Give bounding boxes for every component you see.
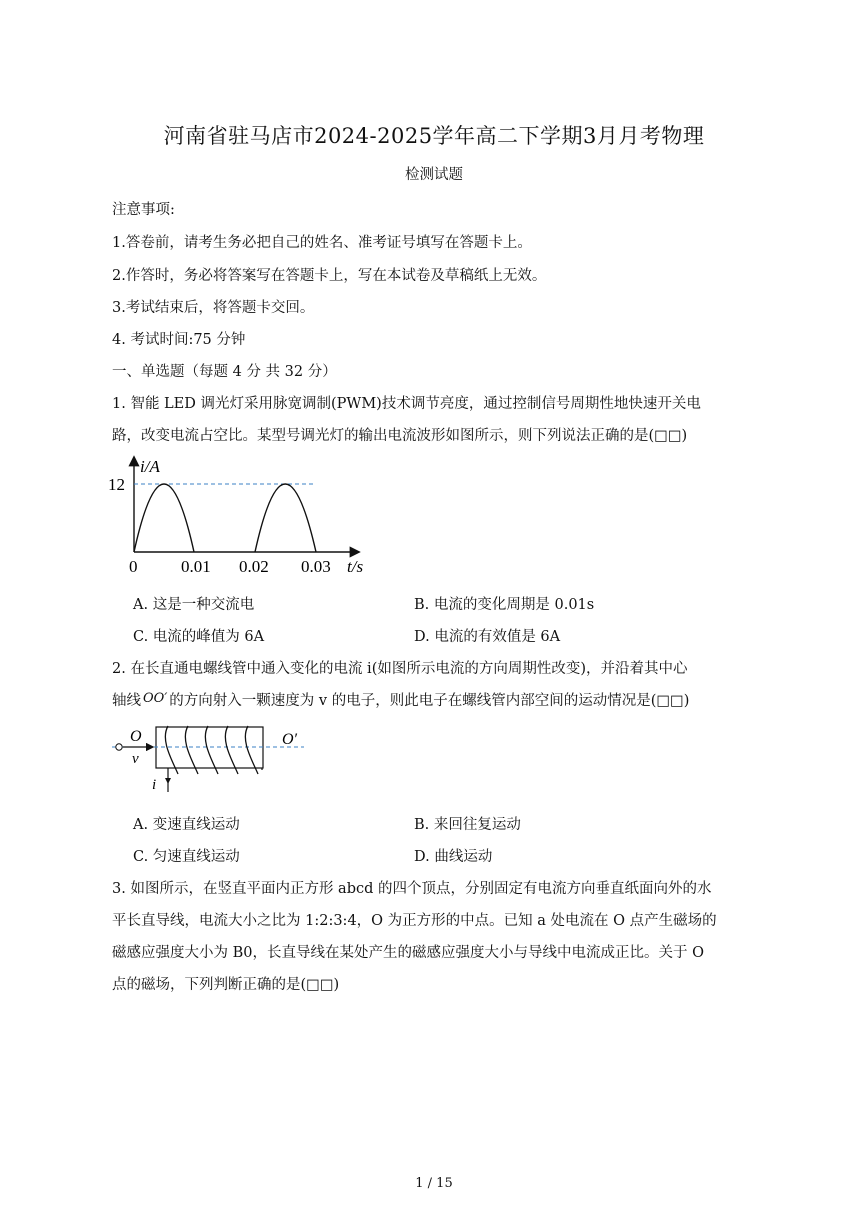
x-tick-label: 0 [129,557,138,576]
label-v: v [132,751,139,767]
electron-dot [116,744,122,750]
q2-option-d: D. 曲线运动 [414,849,493,865]
q1-option-c: C. 电流的峰值为 6A [133,629,265,645]
q2-option-c: C. 匀速直线运动 [133,849,240,865]
q3-stem-line: 点的磁场，下列判断正确的是(□□) [112,977,340,993]
notice-item: 1.答卷前，请考生务必把自己的姓名、准考证号填写在答题卡上。 [112,235,532,251]
axis-symbol-oo-prime: OO′ [143,691,168,706]
notice-heading: 注意事项: [112,202,175,218]
q1-option-a: A. 这是一种交流电 [133,597,255,613]
label-o: O [130,728,142,745]
page-title: 河南省驻马店市2024-2025学年高二下学期3月月考物理 [163,124,705,148]
q3-stem-line: 磁感应强度大小为 B0，长直导线在某处产生的磁感应强度大小与导线中电流成正比。关于 O [112,945,704,961]
notice-item: 2.作答时，务必将答案写在答题卡上，写在本试卷及草稿纸上无效。 [112,268,547,284]
x-tick-label: 0.02 [239,557,269,576]
q1-option-b: B. 电流的变化周期是 0.01s [414,597,595,613]
y-peak-label: 12 [108,475,125,494]
coil-turn [245,726,258,774]
q1-waveform-figure [100,452,380,582]
label-i: i [152,777,157,793]
q1-stem-line: 1. 智能 LED 调光灯采用脉宽调制(PWM)技术调节亮度，通过控制信号周期性地快速开关电 [112,396,701,412]
q2-stem-suffix: 的方向射入一颗速度为 v 的电子，则此电子在螺线管内部空间的运动情况是(□□) [169,693,690,709]
waveform-half-cycle-1 [134,484,194,552]
page-number: 1 / 15 [415,1176,453,1191]
y-axis-label: i/A [140,457,160,476]
q2-option-b: B. 来回往复运动 [414,817,521,833]
q3-stem-line: 3. 如图所示，在竖直平面内正方形 abcd 的四个顶点，分别固定有电流方向垂直纸面向外的水 [112,881,712,897]
section-heading: 一、单选题（每题 4 分 共 32 分） [112,364,337,380]
label-o-prime: O′ [282,731,298,748]
notice-item: 4. 考试时间:75 分钟 [112,332,246,348]
current-direction-arrow [165,778,171,784]
coil-turn [185,726,198,774]
x-tick-label: 0.03 [301,557,331,576]
q3-stem-line: 平长直导线，电流大小之比为 1:2:3:4，O 为正方形的中点。已知 a 处电流在 O 点产生磁场的 [112,913,717,929]
q2-stem-prefix: 轴线 [112,693,141,709]
q1-option-d: D. 电流的有效值是 6A [414,629,561,645]
q2-option-a: A. 变速直线运动 [133,817,240,833]
q2-stem-line: 2. 在长直通电螺线管中通入变化的电流 i(如图所示电流的方向周期性改变)，并沿着其中心 [112,661,688,677]
x-tick-label: 0.01 [181,557,211,576]
page-subtitle: 检测试题 [405,167,463,183]
q2-solenoid-figure [108,722,308,798]
q2-stem-line [112,689,689,710]
q1-stem-line: 路，改变电流占空比。某型号调光灯的输出电流波形如图所示，则下列说法正确的是(□□) [112,428,688,444]
coil-turn [165,726,178,774]
waveform-half-cycle-2 [255,484,316,552]
notice-item: 3.考试结束后，将答题卡交回。 [112,300,315,316]
coil-turn [225,726,238,774]
coil-turn [205,726,218,774]
x-axis-label: t/s [347,557,364,576]
